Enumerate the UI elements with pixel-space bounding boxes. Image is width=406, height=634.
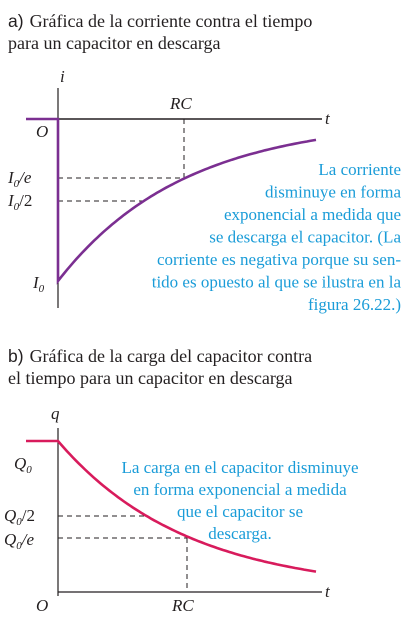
caption-a-tag: a) [8,11,24,31]
b-origin-label: O [36,596,49,615]
a-origin-label: O [36,122,49,141]
a-label-i0e: $I_0/e$ [8,168,32,190]
caption-a-line2: para un capacitor en descarga [8,33,221,53]
note-a-line: se descarga el capacitor. (La [209,227,401,247]
note-a-line: tido es opuesto al que se ilustra en la [151,272,401,292]
b-rc-label: RC [172,596,194,615]
caption-a-line1: Gráfica de la corriente contra el tiempo [29,11,313,31]
b-label-q02: $Q_0/2$ [4,506,36,528]
a-note [152,160,402,314]
b-label-q0e: $Q_0/e$ [4,530,35,552]
caption-b-line1: Gráfica de la carga del capacitor contra [29,346,313,366]
a-axis-x-label: t [325,109,330,128]
b-axis-y-label: q [51,404,60,423]
caption-b-line2: el tiempo para un capacitor en descarga [8,368,293,388]
a-axis-y-label: i [60,67,65,86]
a-rc-label: RC [170,94,192,113]
b-note [121,458,358,543]
caption-b-tag: b) [8,346,24,366]
note-b-line: que el capacitor se [176,502,304,521]
note-a-line: figura 26.22.) [307,295,401,314]
note-b-line: La carga en el capacitor disminuye [121,458,359,477]
b-label-q0: $Q_0$ [14,454,32,476]
note-b-line: en forma exponencial a medida [133,480,347,499]
note-a-line: exponencial a medida que [223,205,401,224]
note-a-line: corriente es negativa porque su sen- [156,250,401,269]
b-axis-x-label: t [325,582,330,601]
panel-b-graph [4,404,359,615]
a-label-i02: $I_0/2$ [8,191,33,213]
a-label-i0: $I_0$ [33,273,45,295]
note-b-line: descarga. [208,524,272,543]
note-a-line: La corriente [318,160,401,179]
note-a-line: disminuye en forma [265,182,401,202]
panel-a-graph [7,67,401,314]
